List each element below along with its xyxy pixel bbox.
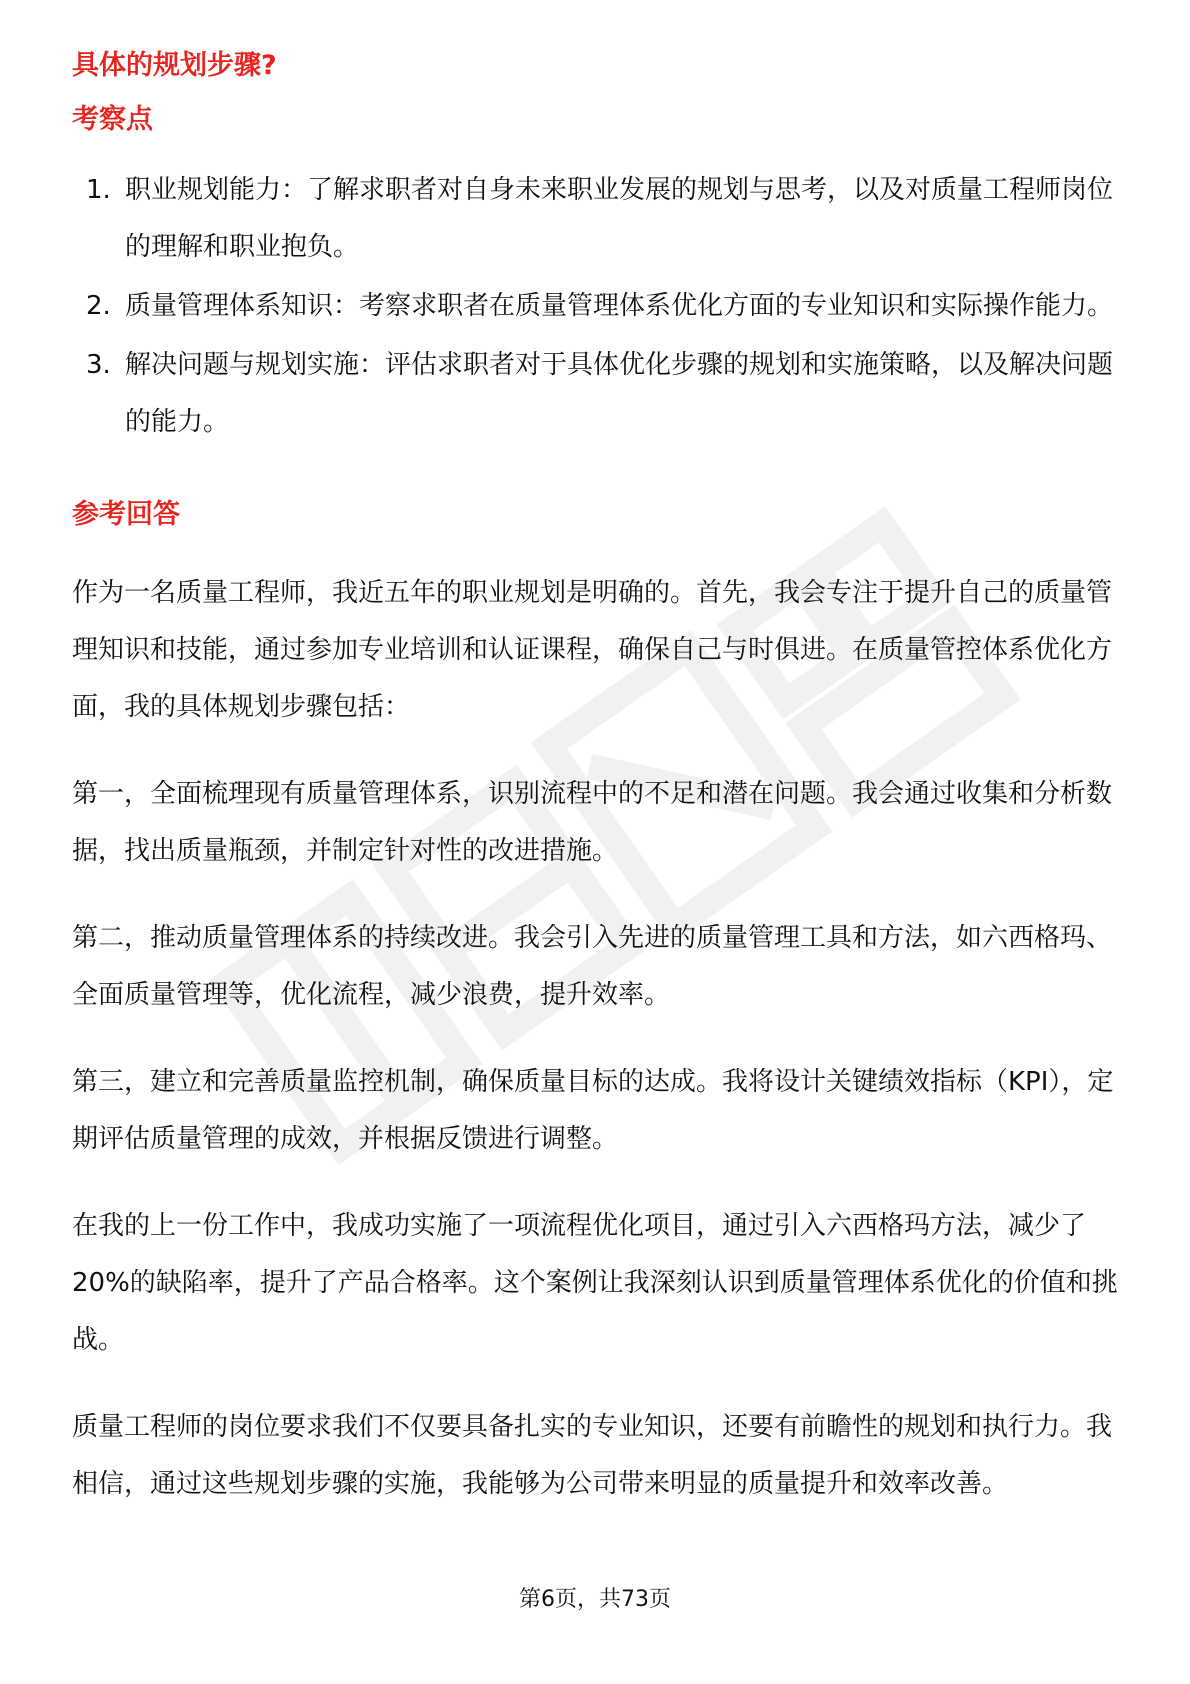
- document-body: [72, 40, 1118, 1513]
- answer-paragraph: 质量工程师的岗位要求我们不仅要具备扎实的专业知识，还要有前瞻性的规划和执行力。我相信，通过这些规划步骤的实施，我能够为公司带来明显的质量提升和效率改善。: [72, 1412, 1113, 1499]
- points-list: [72, 162, 1118, 451]
- answer-paragraph: 第三，建立和完善质量监控机制，确保质量目标的达成。我将设计关键绩效指标（KPI），定期评估质量管理的成效，并根据反馈进行调整。: [72, 1067, 1114, 1154]
- list-item: [72, 162, 1118, 276]
- list-item-number: 3.: [86, 350, 111, 380]
- list-item-number: 2.: [86, 291, 111, 321]
- list-item: [72, 278, 1118, 335]
- points-heading: 考察点: [72, 104, 153, 135]
- list-item-text: 职业规划能力：了解求职者对自身未来职业发展的规划与思考，以及对质量工程师岗位的理解和职业抱负。: [125, 175, 1114, 262]
- question-title: 具体的规划步骤?: [72, 50, 277, 81]
- answer-paragraph: 在我的上一份工作中，我成功实施了一项流程优化项目，通过引入六西格玛方法，减少了20%的缺陷率，提升了产品合格率。这个案例让我深刻认识到质量管理体系优化的价值和挑战。: [72, 1211, 1118, 1355]
- page-footer: 第6页，共73页: [519, 1587, 671, 1612]
- answer-paragraph: 作为一名质量工程师，我近五年的职业规划是明确的。首先，我会专注于提升自己的质量管理知识和技能，通过参加专业培训和认证课程，确保自己与时俱进。在质量管控体系优化方面，我的具体规划步骤包括：: [72, 578, 1113, 722]
- list-item-number: 1.: [86, 175, 111, 205]
- answer-paragraph: 第二，推动质量管理体系的持续改进。我会引入先进的质量管理工具和方法，如六西格玛、全面质量管理等，优化流程，减少浪费，提升效率。: [72, 923, 1113, 1010]
- answer-paragraph: 第一，全面梳理现有质量管理体系，识别流程中的不足和潜在问题。我会通过收集和分析数据，找出质量瓶颈，并制定针对性的改进措施。: [72, 779, 1113, 866]
- list-item: [72, 337, 1118, 451]
- answer-heading: 参考回答: [72, 499, 180, 530]
- list-item-text: 质量管理体系知识：考察求职者在质量管理体系优化方面的专业知识和实际操作能力。: [125, 291, 1114, 321]
- list-item-text: 解决问题与规划实施：评估求职者对于具体优化步骤的规划和实施策略，以及解决问题的能力。: [125, 350, 1114, 437]
